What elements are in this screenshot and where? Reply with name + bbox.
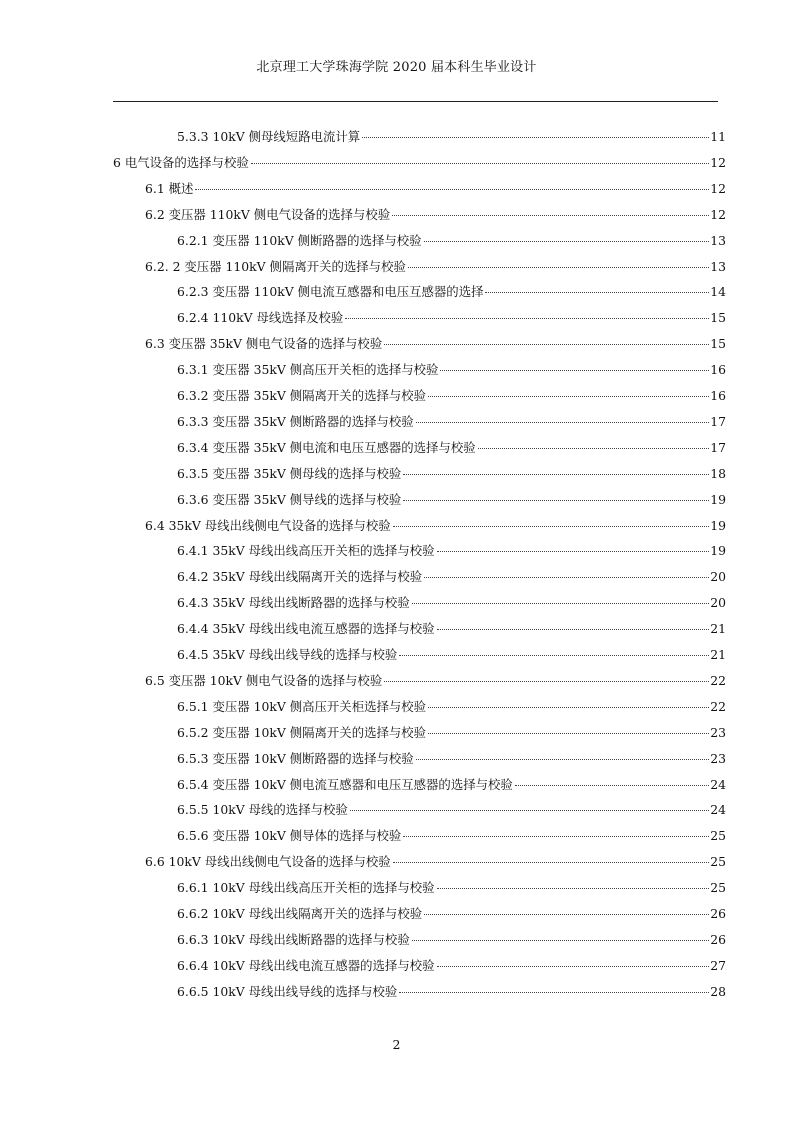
toc-entry-title: 6.2.3 变压器 110kV 侧电流互感器和电压互感器的选择 xyxy=(177,284,484,300)
toc-entry-title: 5.3.3 10kV 侧母线短路电流计算 xyxy=(177,129,361,144)
toc-dot-leader xyxy=(428,396,709,397)
toc-entry-title: 6.5 变压器 10kV 侧电气设备的选择与校验 xyxy=(145,672,383,688)
toc-entry[interactable] xyxy=(177,774,726,796)
toc-dot-leader xyxy=(362,137,709,138)
toc-entry[interactable] xyxy=(177,592,726,614)
toc-entry-page: 19 xyxy=(710,543,726,559)
toc-entry[interactable] xyxy=(177,463,726,485)
toc-dot-leader xyxy=(515,785,709,786)
toc-entry[interactable] xyxy=(177,981,726,1003)
toc-entry-title: 6.6 10kV 母线出线侧电气设备的选择与校验 xyxy=(145,854,391,870)
toc-entry[interactable] xyxy=(177,748,726,770)
toc-entry[interactable] xyxy=(177,799,726,821)
toc-entry-title: 6.4.5 35kV 母线出线导线的选择与校验 xyxy=(177,647,398,662)
toc-dot-leader xyxy=(416,422,710,423)
toc-dot-leader xyxy=(412,940,710,941)
toc-entry[interactable] xyxy=(145,333,726,355)
toc-entry-page: 16 xyxy=(710,388,726,403)
toc-entry[interactable] xyxy=(177,437,726,459)
toc-dot-leader xyxy=(408,267,709,268)
toc-entry-title: 6.4.1 35kV 母线出线高压开关柜的选择与校验 xyxy=(177,543,435,559)
toc-dot-leader xyxy=(392,215,709,216)
toc-dot-leader xyxy=(403,474,709,475)
toc-entry-page: 20 xyxy=(710,595,726,611)
toc-dot-leader xyxy=(428,733,709,734)
toc-dot-leader xyxy=(437,966,710,967)
toc-entry-page: 18 xyxy=(710,465,726,481)
toc-entry[interactable] xyxy=(177,359,726,381)
toc-entry-title: 6.5.3 变压器 10kV 侧断路器的选择与校验 xyxy=(177,750,414,766)
toc-entry-title: 6.3.1 变压器 35kV 侧高压开关柜的选择与校验 xyxy=(177,362,439,378)
toc-entry[interactable] xyxy=(145,670,726,692)
toc-dot-leader xyxy=(437,551,710,552)
running-header: 北京理工大学珠海学院 2020 届本科生毕业设计 xyxy=(256,60,537,75)
toc-dot-leader xyxy=(424,241,710,242)
toc-entry-page: 15 xyxy=(710,336,726,352)
toc-entry-title: 6.5.6 变压器 10kV 侧导体的选择与校验 xyxy=(177,828,402,844)
toc-entry[interactable] xyxy=(177,955,726,977)
toc-dot-leader xyxy=(424,914,709,915)
toc-entry-title: 6.4.2 35kV 母线出线隔离开关的选择与校验 xyxy=(177,569,423,585)
toc-entry[interactable] xyxy=(177,825,726,847)
toc-entry-page: 27 xyxy=(710,957,726,973)
toc-dot-leader xyxy=(478,448,710,449)
toc-entry-title: 6.4 35kV 母线出线侧电气设备的选择与校验 xyxy=(145,517,391,533)
toc-entry-page: 14 xyxy=(710,284,726,300)
toc-entry-title: 6.3.3 变压器 35kV 侧断路器的选择与校验 xyxy=(177,413,414,429)
toc-entry-page: 23 xyxy=(710,750,726,766)
toc-dot-leader xyxy=(251,163,709,164)
toc-entry-page: 24 xyxy=(710,776,726,792)
toc-entry[interactable] xyxy=(177,696,726,718)
toc-dot-leader xyxy=(416,759,710,760)
toc-entry-title: 6.6.5 10kV 母线出线导线的选择与校验 xyxy=(177,983,398,999)
toc-entry[interactable] xyxy=(177,385,726,407)
toc-entry-title: 6.6.1 10kV 母线出线高压开关柜的选择与校验 xyxy=(177,880,435,896)
toc-entry-title: 6.4.3 35kV 母线出线断路器的选择与校验 xyxy=(177,595,410,611)
toc-entry-page: 23 xyxy=(710,724,726,740)
toc-entry[interactable] xyxy=(177,411,726,433)
toc-entry[interactable] xyxy=(177,281,726,303)
toc-entry-page: 20 xyxy=(710,569,726,585)
toc-entry-page: 25 xyxy=(710,854,726,870)
toc-dot-leader xyxy=(384,344,709,345)
toc-dot-leader xyxy=(399,655,709,656)
toc-entry[interactable] xyxy=(177,230,726,252)
toc-entry[interactable] xyxy=(177,644,726,666)
toc-entry[interactable] xyxy=(177,877,726,899)
toc-entry-page: 25 xyxy=(710,828,726,844)
toc-dot-leader xyxy=(393,862,710,863)
toc-dot-leader xyxy=(424,577,709,578)
toc-entry-page: 15 xyxy=(710,310,726,326)
header-divider xyxy=(113,101,718,102)
toc-entry-page: 12 xyxy=(710,206,726,222)
toc-entry[interactable] xyxy=(177,618,726,640)
toc-dot-leader xyxy=(384,681,709,682)
toc-entry-page: 13 xyxy=(710,258,726,274)
toc-entry-page: 22 xyxy=(710,672,726,688)
toc-entry-title: 6.2. 2 变压器 110kV 侧隔离开关的选择与校验 xyxy=(145,258,406,274)
toc-entry[interactable] xyxy=(177,540,726,562)
toc-entry-title: 6.2.4 110kV 母线选择及校验 xyxy=(177,310,344,326)
toc-entry-page: 13 xyxy=(710,232,726,248)
toc-entry-page: 16 xyxy=(710,362,726,378)
toc-entry-page: 12 xyxy=(710,180,726,196)
toc-entry-title: 6.3.4 变压器 35kV 侧电流和电压互感器的选择与校验 xyxy=(177,439,476,455)
toc-entry-page: 28 xyxy=(710,983,726,999)
toc-entry[interactable] xyxy=(177,126,726,148)
toc-entry-title: 6.3.2 变压器 35kV 侧隔离开关的选择与校验 xyxy=(177,388,427,403)
toc-dot-leader xyxy=(437,888,710,889)
toc-entry-page: 17 xyxy=(710,439,726,455)
toc-dot-leader xyxy=(440,370,709,371)
toc-entry-page: 19 xyxy=(710,491,726,507)
toc-entry-title: 6.5.2 变压器 10kV 侧隔离开关的选择与校验 xyxy=(177,724,427,740)
toc-entry-page: 26 xyxy=(710,906,726,921)
page-number: 2 xyxy=(392,1037,401,1052)
toc-dot-leader xyxy=(437,629,710,630)
toc-entry-title: 6.1 概述 xyxy=(145,180,194,196)
toc-entry[interactable] xyxy=(145,851,726,873)
toc-entry-title: 6.6.3 10kV 母线出线断路器的选择与校验 xyxy=(177,931,410,947)
toc-entry[interactable] xyxy=(113,152,726,174)
toc-entry-page: 19 xyxy=(710,517,726,533)
toc-entry-page: 17 xyxy=(710,413,726,429)
toc-entry[interactable] xyxy=(145,178,726,200)
toc-dot-leader xyxy=(350,810,709,811)
toc-dot-leader xyxy=(393,526,710,527)
toc-entry[interactable] xyxy=(177,903,726,925)
toc-entry-title: 6.3 变压器 35kV 侧电气设备的选择与校验 xyxy=(145,336,383,352)
toc-dot-leader xyxy=(403,500,709,501)
toc-entry-title: 6.5.4 变压器 10kV 侧电流互感器和电压互感器的选择与校验 xyxy=(177,776,513,792)
toc-entry-page: 24 xyxy=(710,802,726,818)
toc-dot-leader xyxy=(428,707,709,708)
toc-entry-page: 21 xyxy=(710,621,726,637)
toc-entry-page: 25 xyxy=(710,880,726,896)
toc-entry-page: 21 xyxy=(710,647,726,662)
toc-entry[interactable] xyxy=(177,489,726,511)
toc-entry[interactable] xyxy=(177,929,726,951)
toc-entry[interactable] xyxy=(145,256,726,278)
toc-dot-leader xyxy=(403,836,709,837)
toc-entry-title: 6.5.5 10kV 母线的选择与校验 xyxy=(177,802,348,818)
toc-entry-page: 11 xyxy=(710,129,726,144)
toc-entry-title: 6.3.5 变压器 35kV 侧母线的选择与校验 xyxy=(177,465,402,481)
toc-entry-page: 26 xyxy=(710,931,726,947)
toc-dot-leader xyxy=(345,318,709,319)
toc-entry-title: 6.3.6 变压器 35kV 侧导线的选择与校验 xyxy=(177,491,402,507)
toc-entry-title: 6.6.2 10kV 母线出线隔离开关的选择与校验 xyxy=(177,906,423,921)
toc-entry-title: 6.6.4 10kV 母线出线电流互感器的选择与校验 xyxy=(177,957,435,973)
toc-entry-page: 22 xyxy=(710,698,726,714)
toc-entry[interactable] xyxy=(145,204,726,226)
toc-entry-page: 12 xyxy=(710,154,726,170)
toc-entry[interactable] xyxy=(177,566,726,588)
toc-entry-title: 6.4.4 35kV 母线出线电流互感器的选择与校验 xyxy=(177,621,435,637)
toc-dot-leader xyxy=(412,603,710,604)
toc-entry[interactable] xyxy=(177,722,726,744)
toc-dot-leader xyxy=(195,189,709,190)
toc-dot-leader xyxy=(485,292,709,293)
toc-entry-title: 6 电气设备的选择与校验 xyxy=(113,154,249,170)
toc-entry[interactable] xyxy=(145,515,726,537)
toc-entry-title: 6.5.1 变压器 10kV 侧高压开关柜选择与校验 xyxy=(177,698,427,714)
toc-entry-title: 6.2.1 变压器 110kV 侧断路器的选择与校验 xyxy=(177,232,422,248)
toc-entry[interactable] xyxy=(177,307,726,329)
toc-entry-title: 6.2 变压器 110kV 侧电气设备的选择与校验 xyxy=(145,206,391,222)
toc-dot-leader xyxy=(399,992,709,993)
